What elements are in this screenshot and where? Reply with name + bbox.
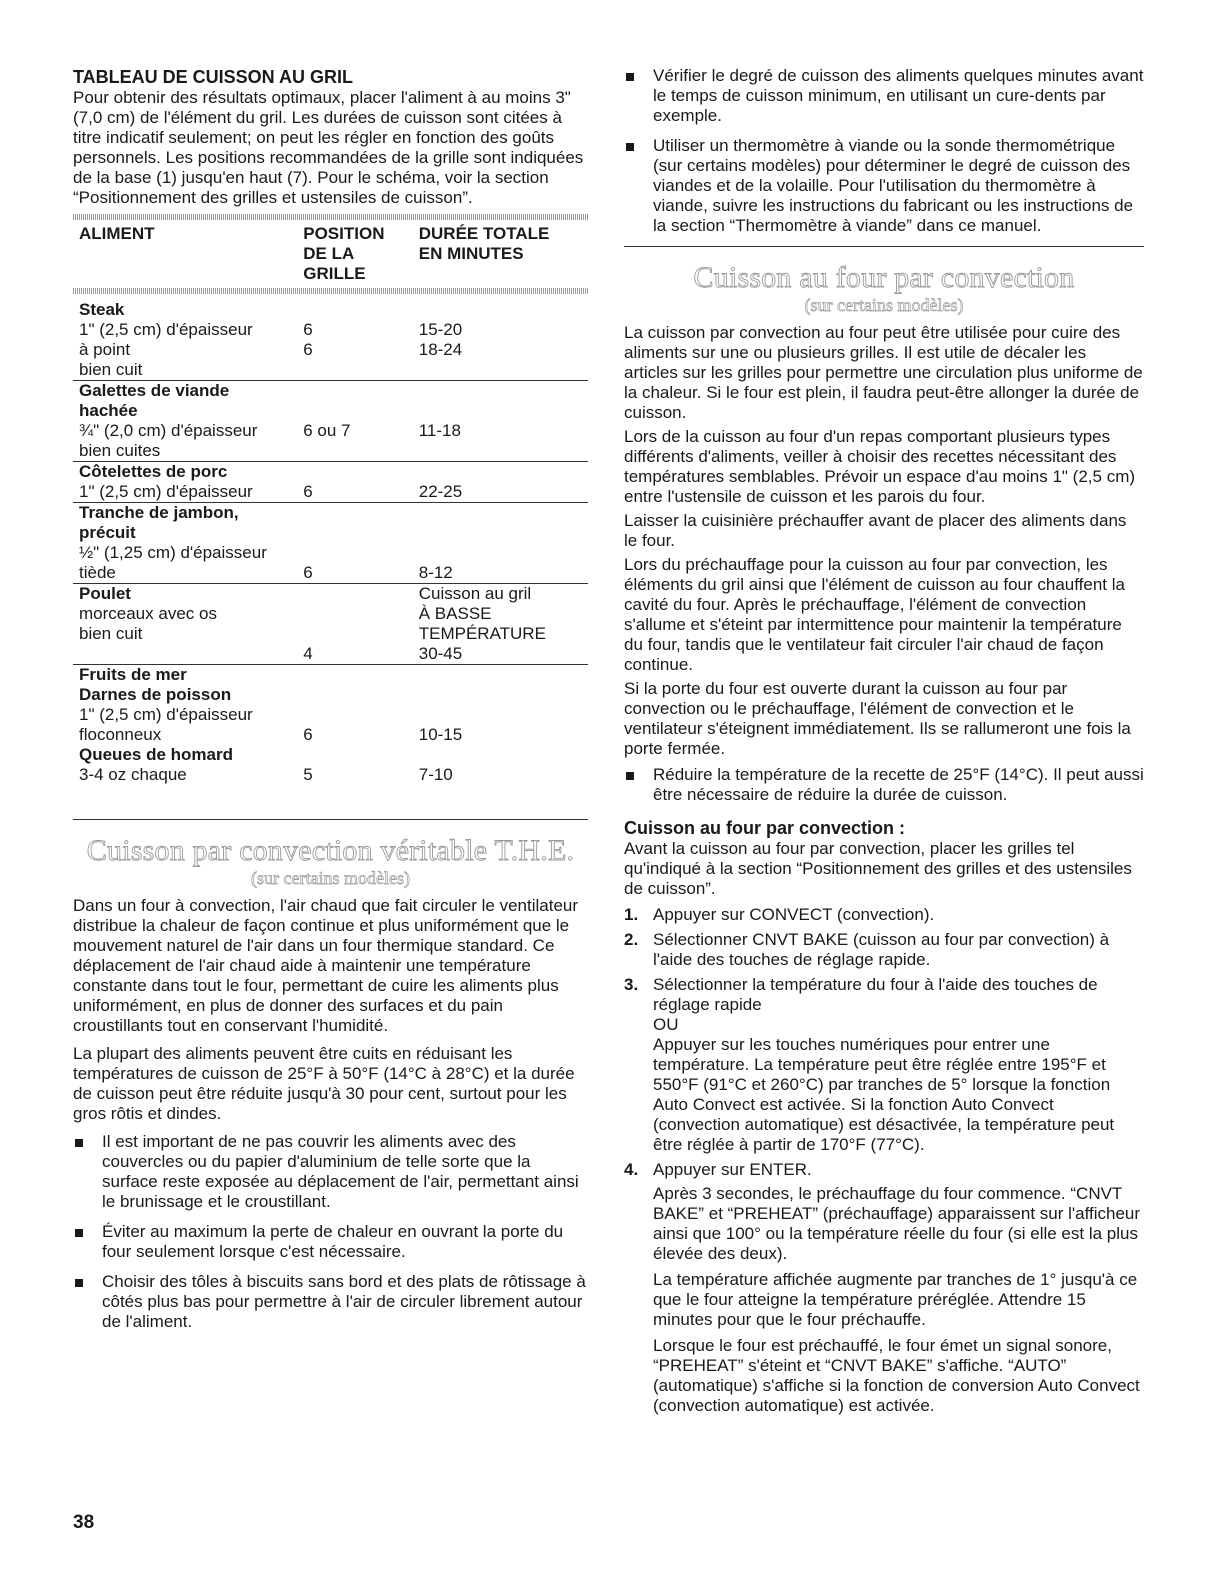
page-number: 38: [73, 1512, 95, 1533]
step-text: OU: [653, 1015, 679, 1034]
bullet-item: Vérifier le degré de cuisson des aliments quelques minutes avant le temps de cuisson minimum, en utilisant un cure-dents par exemple.: [624, 66, 1144, 126]
food-desc: 1" (2,5 cm) d'épaisseur floconneux: [79, 705, 253, 744]
food-name: Tranche de jambon, précuit: [79, 503, 239, 542]
table-row: [73, 584, 588, 665]
cook-time: 22-25: [413, 462, 588, 503]
step-number: 4.: [624, 1160, 639, 1179]
food-desc: 1" (2,5 cm) d'épaisseur: [79, 482, 253, 501]
step-text: Sélectionner CNVT BAKE (cuisson au four par convection) à l'aide des touches de réglage rapide.: [653, 930, 1110, 969]
section-title-convection-the: Cuisson par convection véritable T.H.E.: [86, 834, 575, 867]
rack-position: 6 6: [297, 300, 412, 381]
rack-position: 6 ou 7: [297, 381, 412, 462]
section-divider: [624, 246, 1144, 247]
bullet-square-icon: [75, 1139, 83, 1147]
step-text: Sélectionner la température du four à l'aide des touches de réglage rapide: [653, 975, 1098, 1014]
rack-position: 4: [297, 584, 412, 665]
cook-time: 8-12: [413, 503, 588, 584]
food-name: Queues de homard: [79, 745, 233, 764]
bullet-item: Il est important de ne pas couvrir les aliments avec des couvercles ou du papier d'aluminium de telle sorte que la surface reste exposée au déplacement de l'air, permettant ainsi le brunissage et le croustillant.: [73, 1132, 588, 1212]
header-duree: DURÉE TOTALE EN MINUTES: [418, 224, 550, 263]
table-title: TABLEAU DE CUISSON AU GRIL: [73, 67, 354, 87]
section-title-convection: Cuisson au four par convection: [693, 261, 1075, 294]
cook-time: 11-18: [413, 381, 588, 462]
table-row: [73, 381, 588, 462]
food-desc: morceaux avec os bien cuit: [79, 604, 217, 643]
step-number: 2.: [624, 930, 639, 949]
step-text: Appuyer sur ENTER.: [653, 1160, 812, 1179]
step-number: 1.: [624, 905, 639, 924]
bullet-square-icon: [626, 73, 634, 81]
bullet-square-icon: [75, 1279, 83, 1287]
food-desc: 1" (2,5 cm) d'épaisseur à point bien cuit: [79, 320, 253, 379]
bullet-square-icon: [626, 143, 634, 151]
bullet-item: Éviter au maximum la perte de chaleur en ouvrant la porte du four seulement lorsque c'est nécessaire.: [73, 1222, 588, 1262]
body-paragraph: Lors de la cuisson au four d'un repas comportant plusieurs types différents d'aliments, veiller à choisir des recettes nécessitant des températures semblables. Prévoir un espace d'au moins 1" (2,5 cm) entre l'ustensile de cuisson et les parois du four.: [624, 427, 1136, 506]
body-paragraph: La cuisson par convection au four peut être utilisée pour cuire des aliments sur une ou plusieurs grilles. Il est utile de décaler les articles sur les grilles pour permettre une circulation plus uniforme de la chaleur. Si le four est plein, il faudra peut-être allonger la durée de cuisson.: [624, 323, 1143, 422]
step-item: [624, 975, 1144, 1155]
left-column: [73, 60, 588, 1342]
rack-position: 5: [297, 745, 412, 820]
bullet-square-icon: [626, 772, 634, 780]
rack-position: 6: [303, 725, 313, 744]
sub-heading: Cuisson au four par convection :: [624, 818, 906, 838]
cook-time: 10-15: [418, 725, 463, 744]
food-name: Steak: [79, 300, 125, 319]
section-subtitle: (sur certains modèles): [251, 868, 410, 888]
bullet-item: Choisir des tôles à biscuits sans bord et des plats de rôtissage à côtés plus bas pour permettre à l'air de circuler librement autour de l'aliment.: [73, 1272, 588, 1332]
body-paragraph: Si la porte du four est ouverte durant la cuisson au four par convection ou le préchauffage, l'élément de convection et le ventilateur s'éteignent immédiatement. Ils se rallumeront une fois la porte fermée.: [624, 679, 1131, 758]
body-paragraph: Lors du préchauffage pour la cuisson au four par convection, les éléments du gril ainsi que l'élément de cuisson au four chauffent la cavité du four. Après le préchauffage, l'élément de convection s'allume et s'éteint par intermittence pour maintenir la température du four, tandis que le ventilateur fait circuler l'air chaud de façon continue.: [624, 555, 1125, 674]
food-name: Poulet: [79, 584, 131, 603]
step-text: Appuyer sur CONVECT (convection).: [653, 905, 935, 924]
step-text: Lorsque le four est préchauffé, le four émet un signal sonore, “PREHEAT” s'éteint et “CNVT BAKE” s'affiche. “AUTO” (automatique) s'affiche si la fonction de conversion Auto Convect (convection automatique) est activée.: [653, 1336, 1140, 1415]
cook-time: 15-20 18-24: [413, 300, 588, 381]
table-row: [73, 300, 588, 381]
bullet-square-icon: [75, 1229, 83, 1237]
table-header-row: [73, 220, 588, 284]
body-paragraph: Dans un four à convection, l'air chaud que fait circuler le ventilateur distribue la chaleur de façon continue et plus uniformément que le mouvement naturel de l'air dans un four thermique standard. Ce déplacement de l'air chaud aide à maintenir une température constante dans tout le four, permettant de cuire les aliments plus uniformément, en plus de donner des surfaces et du pain croustillants tout en conservant l'humidité.: [73, 896, 579, 1035]
body-paragraph: Laisser la cuisinière préchauffer avant de placer des aliments dans le four.: [624, 511, 1127, 550]
step-text: Appuyer sur les touches numériques pour entrer une température. La température peut être réglée entre 195°F et 550°F (91°C et 260°C) par tranches de 5° lorsque la fonction Auto Convect est activée. Si la fonction Auto Convect (convection automatique) est désactivée, la température peut être réglée à partir de 170°F (77°C).: [653, 1035, 1115, 1154]
rack-position: 6: [297, 462, 412, 503]
food-name: Côtelettes de porc: [79, 462, 228, 481]
step-text: La température affichée augmente par tranches de 1° jusqu'à ce que le four atteigne la température préréglée. Attendre 15 minutes pour que le four préchauffe.: [653, 1270, 1138, 1329]
rack-position: 6: [297, 503, 412, 584]
bullet-item: Réduire la température de la recette de 25°F (14°C). Il peut aussi être nécessaire de réduire la durée de cuisson.: [624, 765, 1144, 805]
step-text: Après 3 secondes, le préchauffage du four commence. “CNVT BAKE” et “PREHEAT” (préchauffage) apparaissent sur l'afficheur ainsi que 100° ou la température réelle du four (si elle est la plus élevée des deux).: [653, 1184, 1141, 1263]
table-row: [73, 503, 588, 584]
step-item: [624, 1160, 1144, 1416]
header-aliment: ALIMENT: [79, 224, 155, 243]
food-desc: 3-4 oz chaque: [79, 765, 187, 784]
food-name: Fruits de mer Darnes de poisson: [79, 665, 232, 704]
step-item: [624, 905, 1144, 925]
step-number: 3.: [624, 975, 639, 994]
body-paragraph: La plupart des aliments peuvent être cuits en réduisant les températures de cuisson de 25°F à 50°F (14°C à 28°C) et la durée de cuisson peut être réduite jusqu'à 30 pour cent, surtout pour les gros rôtis et dindes.: [73, 1044, 575, 1123]
cook-time: 7-10: [413, 745, 588, 820]
step-item: [624, 930, 1144, 970]
bullet-item: Utiliser un thermomètre à viande ou la sonde thermométrique (sur certains modèles) pour déterminer le degré de cuisson des viandes et de la volaille. Pour l'utilisation du thermomètre à viande, suivre les instructions du fabricant ou les instructions de la section “Thermomètre à viande” dans ce manuel.: [624, 136, 1144, 236]
section-subtitle: (sur certains modèles): [804, 295, 964, 315]
table-row: [73, 462, 588, 503]
grill-table: [73, 220, 588, 820]
food-desc: ½" (1,25 cm) d'épaisseur tiède: [79, 543, 267, 582]
table-header-rule: [73, 288, 588, 294]
food-name: Galettes de viande hachée: [79, 381, 230, 420]
table-row: [73, 665, 588, 746]
table-row: [73, 745, 588, 820]
food-desc: ¾" (2,0 cm) d'épaisseur bien cuites: [79, 421, 258, 460]
cook-time: Cuisson au gril À BASSE TEMPÉRATURE 30-45: [413, 584, 588, 665]
table-intro: Pour obtenir des résultats optimaux, placer l'aliment à au moins 3" (7,0 cm) de l'élément du gril. Les durées de cuisson sont citées à titre indicatif seulement; on peut les régler en fonction des goûts personnels. Les positions recommandées de la grille sont indiquées de la base (1) jusqu'en haut (7). Pour le schéma, voir la section “Positionnement des grilles et ustensiles de cuisson”.: [73, 88, 584, 207]
right-column: [624, 66, 1144, 1421]
header-position: POSITION DE LA GRILLE: [303, 224, 385, 283]
sub-intro: Avant la cuisson au four par convection, placer les grilles tel qu'indiqué à la section “Positionnement des grilles et des ustensiles de cuisson”.: [624, 839, 1132, 898]
